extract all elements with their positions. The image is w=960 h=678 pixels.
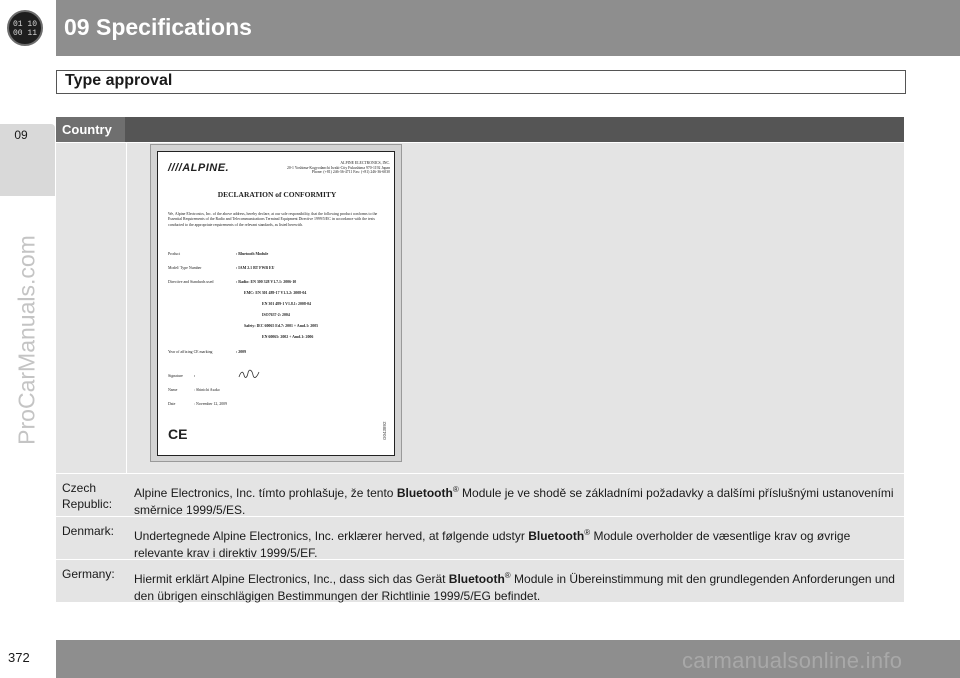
country-header-label: Country (62, 122, 112, 137)
standard-line: : Radio: EN 300 328 V1.7.1: 2006-10 (236, 280, 297, 284)
standard-line: EN 60065: 2002 + Amd.1: 2006 (262, 335, 314, 339)
ce-mark-icon: CE (168, 426, 188, 442)
directive-label: Directive and Standards used (168, 280, 214, 284)
table-row (56, 474, 904, 516)
table-header (56, 117, 904, 142)
binary-badge-icon (7, 10, 43, 46)
declaration-image (150, 144, 402, 462)
model-value: : IAM 2.1 BT FWB EU (236, 266, 275, 270)
year-value: : 2009 (236, 350, 247, 354)
text-part: Undertegnede Alpine Electronics, Inc. erklærer herved, at følgende udstyr (134, 529, 529, 543)
chapter-tab-number: 09 (14, 128, 28, 142)
year-label: Year of affixing CE marking (168, 350, 213, 354)
product-value: : Bluetooth Module (236, 252, 269, 256)
country-cell (56, 560, 125, 602)
text-part: Module in Übereinstimmung mit den grundlegenden Anforderungen und den übrigen einschlägigen Bestimmungen der Richtlinie 1999/5/EG befindet. (134, 572, 895, 603)
page-number-box (0, 640, 56, 678)
registered-mark: ® (584, 528, 591, 537)
chapter-badge (0, 0, 56, 56)
bluetooth-brand: Bluetooth (396, 486, 453, 500)
registered-mark: ® (504, 571, 511, 580)
table-row (56, 517, 904, 559)
text-part: Module je ve shodě se základními požadavky a dalšími příslušnými ustanoveními směrnice 1999/5/ES. (134, 486, 894, 517)
declaration-page (157, 151, 395, 456)
section-title-box (56, 70, 906, 94)
name-value: : Shinichi Asako (194, 388, 220, 392)
declaration-text (134, 524, 902, 562)
chapter-header (0, 0, 960, 56)
chapter-tab (0, 124, 55, 196)
bluetooth-brand: Bluetooth (528, 529, 585, 543)
standard-line: EN 301 489-1 V1.8.1: 2008-04 (262, 302, 311, 306)
alpine-logo: ////ALPINE. (168, 162, 230, 174)
address-line: 20-1 Yoshima-Kogyodanchi Iwaki-City Fukushima 970-1192 Japan (287, 165, 390, 170)
name-label: Name (168, 388, 178, 392)
signature-label: Signature (168, 374, 183, 378)
signature-icon (238, 369, 260, 379)
country-cell (56, 143, 125, 473)
model-label: Model/ Type Number (168, 266, 202, 270)
table-row (56, 560, 904, 602)
declaration-text (134, 481, 902, 519)
address-line: Phone: (+81) 246-36-4711 Fax: (+81) 246-36-6030 (311, 170, 390, 174)
signature-colon: : (194, 374, 196, 378)
bottom-watermark: carmanualsonline.info (682, 648, 903, 673)
standard-line: ISO7637-2: 2004 (262, 313, 290, 317)
date-value: : November 12, 2009 (194, 402, 228, 406)
company-address (254, 161, 390, 175)
chapter-title: 09 Specifications (64, 14, 252, 40)
image-code: G043892 (382, 421, 387, 440)
declaration-text (134, 567, 902, 605)
country-cell (56, 474, 125, 516)
declaration-paragraph: We, Alpine Electronics, Inc. of the above address, hereby declare, at our sole responsibility, that the following product conforms to the Essential Requirements of the Radio and Telecommunications Terminal Equipment Directive 1999/5/EC in accordance with the tests conducted to the appropriate requirements of the relevant standards, as listed herewith. (168, 212, 378, 227)
page-number: 372 (8, 650, 30, 665)
bluetooth-brand: Bluetooth (448, 572, 505, 586)
country-name: Germany: (62, 567, 115, 581)
address-line: ALPINE ELECTRONICS, INC. (340, 161, 390, 165)
text-part: Alpine Electronics, Inc. tímto prohlašuje, že tento (134, 486, 397, 500)
badge-digits-bottom: 00 11 (12, 29, 37, 38)
date-label: Date (168, 402, 176, 406)
section-title: Type approval (65, 72, 173, 89)
country-name: Czech Republic: (62, 481, 113, 511)
declaration-title: DECLARATION of CONFORMITY (217, 190, 337, 199)
registered-mark: ® (452, 485, 459, 494)
text-part: Module overholder de væsentlige krav og øvrige relevante krav i direktiv 1999/5/EF. (134, 529, 851, 560)
standard-line: Safety: IEC 60065 Ed.7: 2001 + Amd.1: 2005 (244, 324, 319, 328)
text-part: Hiermit erklärt Alpine Electronics, Inc., dass sich das Gerät (134, 572, 449, 586)
country-cell (56, 517, 125, 559)
standard-line: EMC: EN 301 489-17 V1.3.2: 2008-04 (244, 291, 307, 295)
side-watermark: ProCarManuals.com (13, 235, 40, 445)
country-column-header (56, 117, 125, 142)
badge-digits-top: 01 10 (12, 20, 37, 29)
country-name: Denmark: (62, 524, 115, 538)
product-label: Product (168, 252, 181, 256)
